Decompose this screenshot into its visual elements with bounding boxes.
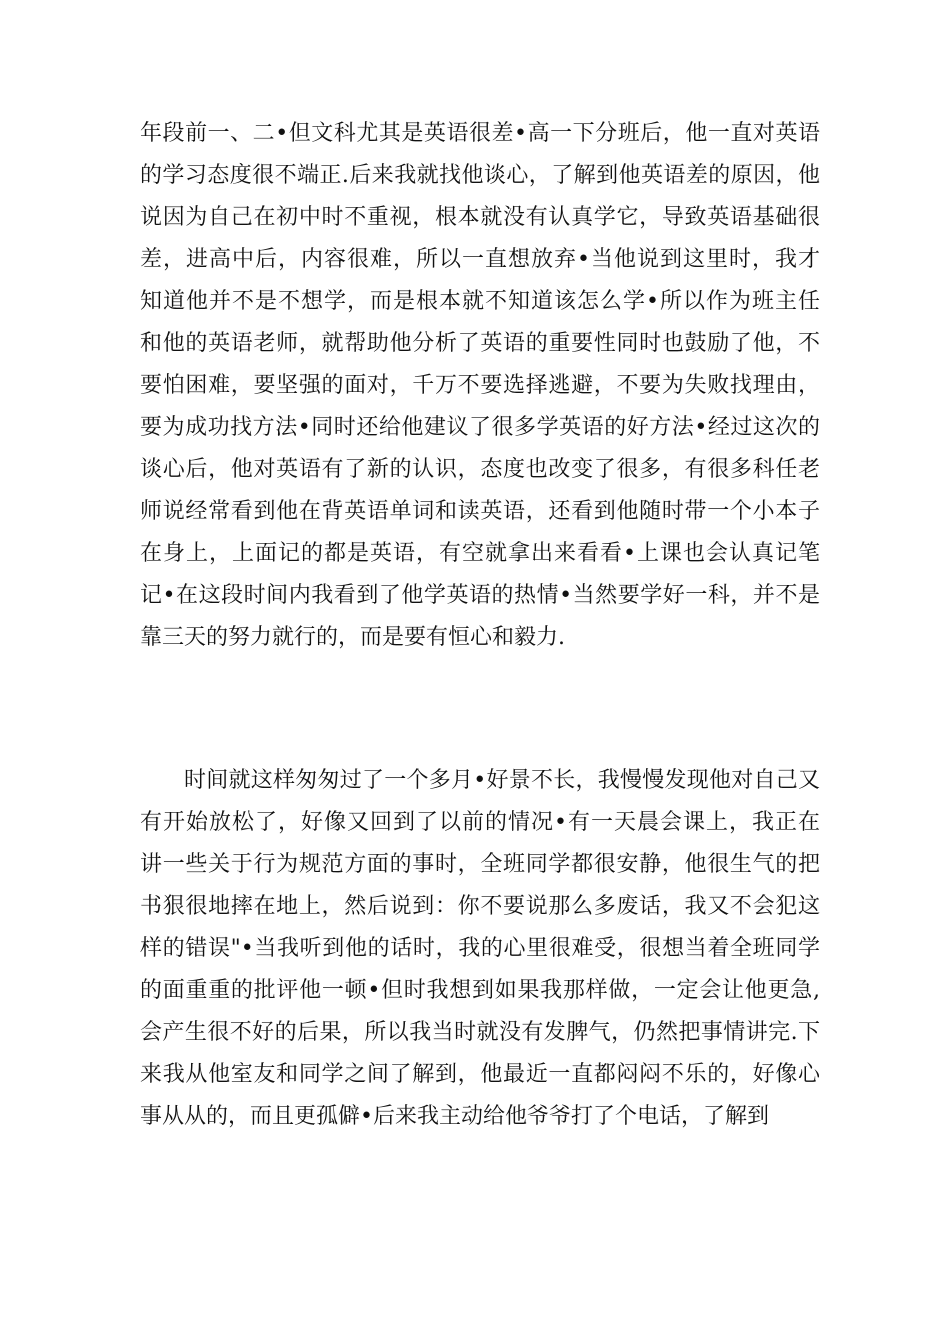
paragraph-line: 靠三天的努力就行的，而是要有恒心和毅力.	[140, 625, 565, 650]
paragraph-line: 的学习态度很不端正.后来我就找他谈心，了解到他英语差的原因，他	[140, 163, 820, 188]
paragraph-line: 时间就这样匆匆过了一个多月•好景不长，我慢慢发现他对自己又	[184, 768, 820, 793]
paragraph-line: 说因为自己在初中时不重视，根本就没有认真学它，导致英语基础很	[140, 205, 820, 230]
paragraph-line: 师说经常看到他在背英语单词和读英语，还看到他随时带一个小本子	[140, 499, 820, 524]
paragraph-line: 知道他并不是不想学，而是根本就不知道该怎么学•所以作为班主任	[140, 289, 820, 314]
paragraph-line: 和他的英语老师，就帮助他分析了英语的重要性同时也鼓励了他，不	[140, 331, 820, 356]
paragraph-line: 差，进高中后，内容很难，所以一直想放弃•当他说到这里时，我才	[140, 247, 820, 272]
paragraph-line: 年段前一、二•但文科尤其是英语很差•高一下分班后，他一直对英语	[140, 121, 820, 146]
paragraph-line: 事从从的，而且更孤僻•后来我主动给他爷爷打了个电话，了解到	[140, 1104, 769, 1129]
paragraph-line: 在身上，上面记的都是英语，有空就拿出来看看•上课也会认真记笔	[140, 541, 820, 566]
paragraph-line: 样的错误"•当我听到他的话时，我的心里很难受，很想当着全班同学	[140, 936, 820, 961]
paragraph-line: 记•在这段时间内我看到了他学英语的热情•当然要学好一科，并不是	[140, 583, 820, 608]
paragraph-line: 的面重重的批评他一顿•但时我想到如果我那样做，一定会让他更急,	[140, 978, 820, 1003]
paragraph-line: 有开始放松了，好像又回到了以前的情况•有一天晨会课上，我正在	[140, 810, 820, 835]
paragraph-line: 讲一些关于行为规范方面的事时，全班同学都很安静，他很生气的把	[140, 852, 820, 877]
paragraph-line: 书狠很地摔在地上，然后说到：你不要说那么多废话，我又不会犯这	[140, 894, 820, 919]
paragraph-2	[140, 760, 820, 1138]
paragraph-line: 谈心后，他对英语有了新的认识，态度也改变了很多，有很多科任老	[140, 457, 820, 482]
paragraph-line: 要怕困难，要坚强的面对，千万不要选择逃避，不要为失败找理由，	[140, 373, 820, 398]
paragraph-line: 要为成功找方法•同时还给他建议了很多学英语的好方法•经过这次的	[140, 415, 820, 440]
paragraph-1	[140, 113, 820, 659]
paragraph-line: 来我从他室友和同学之间了解到，他最近一直都闷闷不乐的，好像心	[140, 1062, 820, 1087]
paragraph-line: 会产生很不好的后果，所以我当时就没有发脾气，仍然把事情讲完.下	[140, 1020, 820, 1045]
